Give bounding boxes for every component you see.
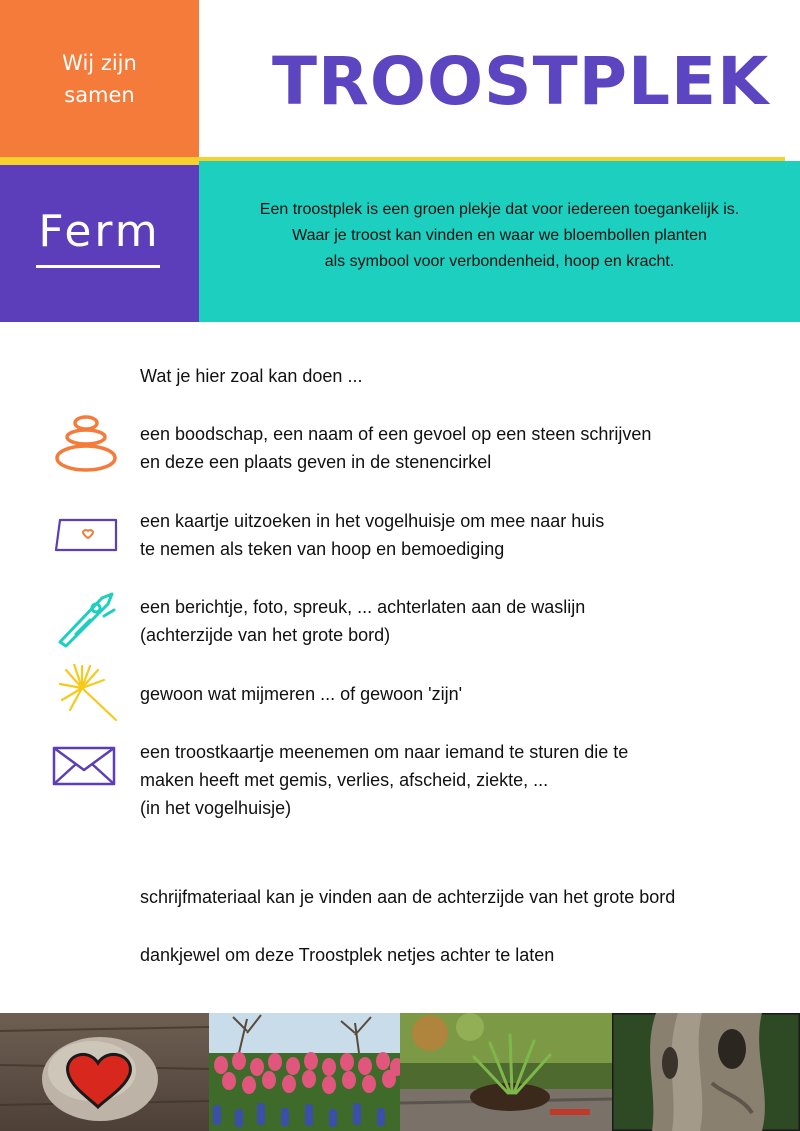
tree-trunk-photo [612,1013,800,1131]
page-title: TROOSTPLEK [272,43,770,120]
list-item [140,738,628,822]
item-line: een kaartje uitzoeken in het vogelhuisje om mee naar huis [140,511,605,531]
item-line: een berichtje, foto, spreuk, ... achterlaten aan de waslijn [140,597,586,617]
item-line: een troostkaartje meenemen om naar iemand te sturen die te [140,742,629,762]
writing-material-note [140,883,675,911]
dandelion-seed-icon [58,664,120,722]
intro-text [199,197,800,275]
item-line: (achterzijde van het grote bord) [140,625,391,645]
note-line: dankjewel om deze Troostplek netjes achter te laten [140,945,555,965]
item-line: maken heeft met gemis, verlies, afscheid, ziekte, ... [140,770,549,790]
card-heart-icon [54,518,118,554]
intro-line: als symbool voor verbondenheid, hoop en kracht. [324,253,675,270]
envelope-icon [52,746,116,786]
photo-strip [0,1013,800,1131]
item-line: een boodschap, een naam of een gevoel op een steen schrijven [140,424,652,444]
bulbs-planting-photo [400,1013,612,1131]
heart-stone-photo [0,1013,209,1131]
stacked-stones-icon [52,414,120,474]
thank-you-note [140,941,554,969]
list-item [140,420,651,476]
brand-logo: Ferm [38,206,161,257]
item-line: en deze een plaats geven in de stenencirkel [140,452,492,472]
tagline [45,47,155,111]
intro-line: Waar je troost kan vinden en waar we bloembollen planten [292,227,707,244]
tagline-line-2: samen [64,83,135,107]
item-line: te nemen als teken van hoop en bemoediging [140,539,505,559]
list-item [140,593,585,649]
list-item [140,680,462,708]
tagline-box [0,0,199,158]
tulips-photo [209,1013,400,1131]
item-line: (in het vogelhuisje) [140,798,292,818]
item-line: gewoon wat mijmeren ... of gewoon 'zijn' [140,684,463,704]
tagline-line-1: Wij zijn [62,51,137,75]
intro-line: Een troostplek is een groen plekje dat voor iedereen toegankelijk is. [259,201,740,218]
list-item [140,507,604,563]
note-line: schrijfmateriaal kan je vinden aan de achterzijde van het grote bord [140,887,676,907]
clothespin-icon [56,590,118,648]
activities-heading: Wat je hier zoal kan doen ... [140,366,363,386]
brand-underline [36,265,160,268]
